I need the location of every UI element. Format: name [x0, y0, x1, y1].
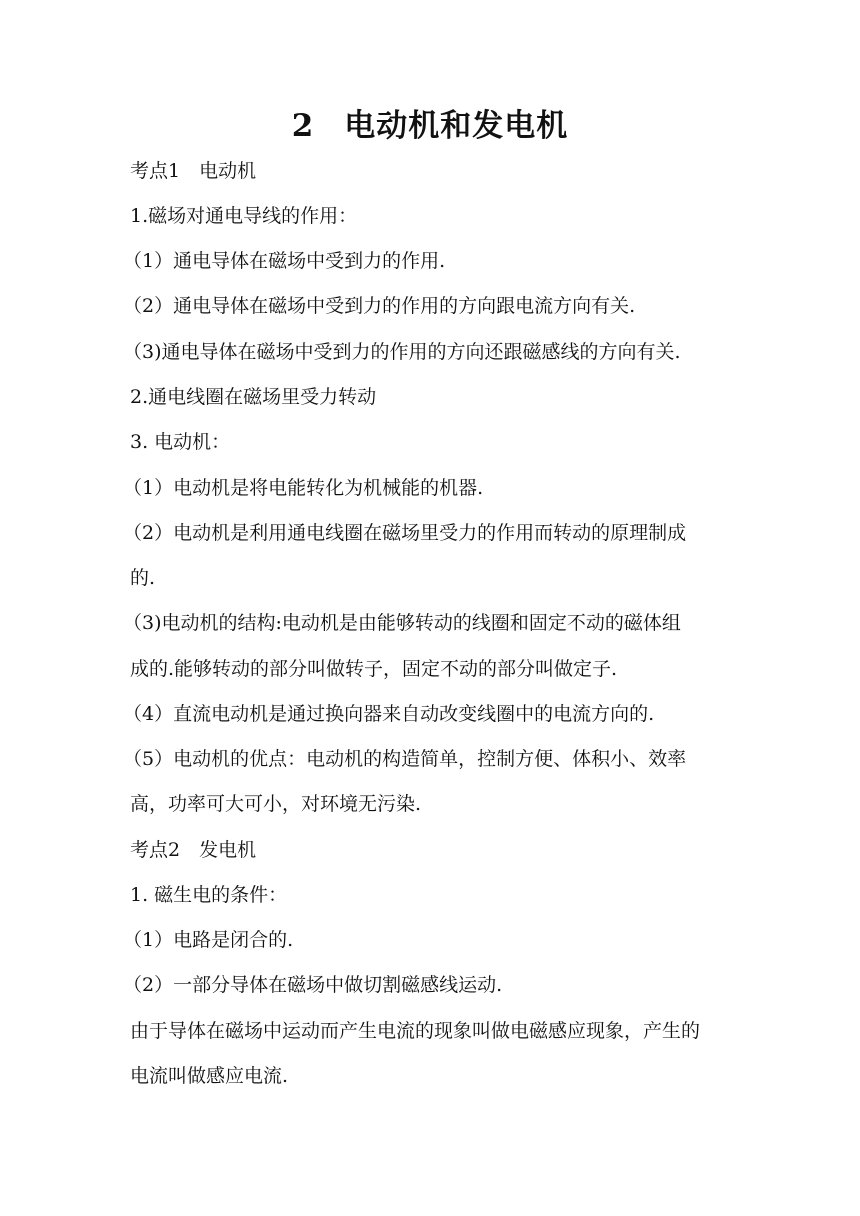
paragraph-line: 1. 磁生电的条件： [130, 884, 288, 906]
paragraph-line: 由于导体在磁场中运动而产生电流的现象叫做电磁感应现象，产生的 [130, 1020, 701, 1042]
paragraph-line: （3)通电导体在磁场中受到力的作用的方向还跟磁感线的方向有关. [123, 341, 681, 363]
paragraph-line: 1.磁场对通电导线的作用： [130, 205, 358, 227]
paragraph-line: （1）电动机是将电能转化为机械能的机器. [123, 477, 484, 499]
paragraph-line: （1）电路是闭合的. [123, 929, 294, 951]
paragraph-line: （3)电动机的结构:电动机是由能够转动的线圈和固定不动的磁体组 [123, 612, 681, 634]
paragraph-line: 高，功率可大可小，对环境无污染. [130, 793, 422, 815]
section-heading-1: 考点1 电动机 [130, 160, 257, 182]
paragraph-line: （2）电动机是利用通电线圈在磁场里受力的作用而转动的原理制成 [123, 522, 687, 544]
document-title [0, 104, 860, 148]
paragraph-line: 的. [130, 567, 156, 589]
paragraph-line: 3. 电动机： [130, 431, 231, 453]
paragraph-line: （2）通电导体在磁场中受到力的作用的方向跟电流方向有关. [123, 295, 636, 317]
title-number: 2 [291, 108, 315, 144]
section-heading-2: 考点2 发电机 [130, 839, 257, 861]
paragraph-line: （4）直流电动机是通过换向器来自动改变线圈中的电流方向的. [123, 703, 655, 725]
paragraph-line: （5）电动机的优点：电动机的构造简单，控制方便、体积小、效率 [123, 748, 687, 770]
paragraph-line: 成的.能够转动的部分叫做转子，固定不动的部分叫做定子. [130, 658, 618, 680]
paragraph-line: 2.通电线圈在磁场里受力转动 [130, 386, 377, 408]
paragraph-line: 电流叫做感应电流. [130, 1065, 289, 1087]
paragraph-line: （1）通电导体在磁场中受到力的作用. [123, 250, 446, 272]
paragraph-line: （2）一部分导体在磁场中做切割磁感线运动. [123, 974, 503, 996]
title-text: 电动机和发电机 [344, 108, 569, 144]
